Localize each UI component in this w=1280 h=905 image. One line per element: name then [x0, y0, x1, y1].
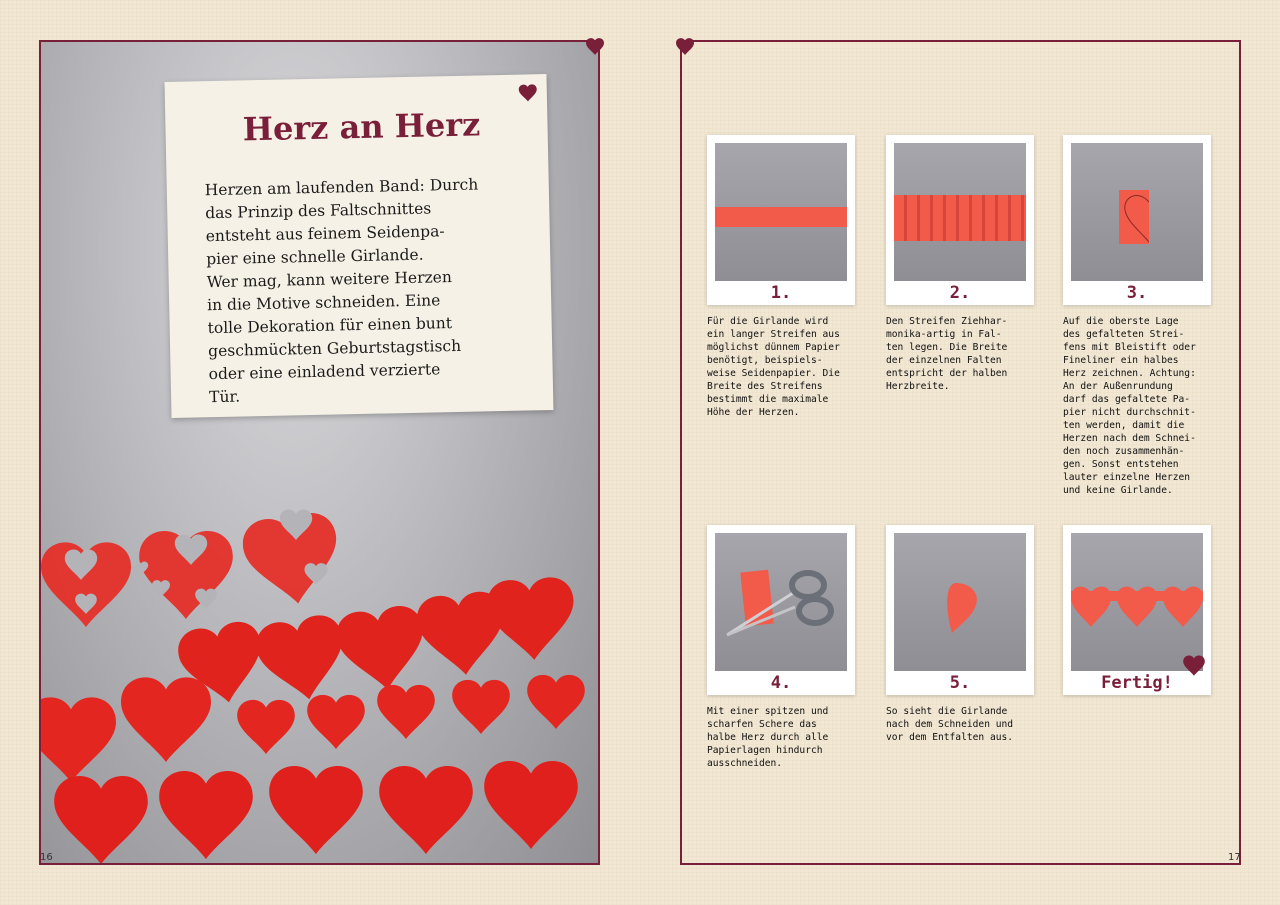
intro-text: Herzen am laufenden Band: Durch das Prinzip des Faltschnittes entsteht aus feinem Seidenpa- pier eine schnelle Girlande. Wer mag, kann weitere Herzen in die Motive schneiden. Eine tolle Dekoration für einen bunt geschmückten Geburtstagstisch oder eine einladend verzierte Tür. [204, 175, 479, 407]
step-2 [886, 135, 1034, 393]
step-5 [886, 525, 1034, 744]
step-number: 5. [949, 673, 971, 693]
step-photo [886, 525, 1034, 695]
step-text: Mit einer spitzen und scharfen Schere das halbe Herz durch alle Papierlagen hindurch ausschneiden. [707, 706, 829, 769]
step-number: 3. [1126, 283, 1148, 303]
drawn-half-heart-image [1071, 143, 1203, 281]
heart-icon [584, 36, 606, 56]
step-number: Fertig! [1101, 673, 1173, 693]
scissors-image [715, 533, 847, 671]
step-photo [1063, 525, 1211, 695]
heart-icon [1181, 653, 1207, 677]
page-number-right: 17 [1228, 852, 1241, 863]
step-4 [707, 525, 855, 770]
cut-half-heart-image [894, 533, 1026, 671]
page-number-left: 16 [40, 852, 53, 863]
step-photo [1063, 135, 1211, 305]
step-1 [707, 135, 855, 419]
step-finished [1063, 525, 1211, 695]
finished-garland-image [1071, 533, 1203, 671]
step-number: 2. [949, 283, 971, 303]
step-photo [707, 135, 855, 305]
step-number: 4. [770, 673, 792, 693]
paper-strip-image [715, 143, 847, 281]
step-photo [886, 135, 1034, 305]
step-text: Für die Girlande wird ein langer Streifen aus möglichst dünnem Papier benötigt, beispiels- weise Seidenpapier. Die Breite des Streifens bestimmt die maximale Höhe der Herzen. [707, 316, 840, 418]
page-title: Herz an Herz [242, 105, 481, 149]
step-3 [1063, 135, 1211, 497]
step-text: So sieht die Girlande nach dem Schneiden und vor dem Entfalten aus. [886, 706, 1014, 743]
step-number: 1. [770, 283, 792, 303]
step-text: Auf die oberste Lage des gefalteten Strei- fens mit Bleistift oder Fineliner ein halbes Herz zeichnen. Achtung: An der Außenrundung darf das gefaltete Pa- pier nicht durchschnit- ten werden, damit die Herzen nach dem Schnei- den noch zusammenhän- gen. Sonst entstehen lauter einzelne Herzen und keine Girlande. [1063, 316, 1196, 496]
folded-strip-image [894, 143, 1026, 281]
heart-icon [517, 82, 539, 102]
step-text: Den Streifen Ziehhar- monika-artig in Fal- ten legen. Die Breite der einzelnen Falten entspricht der halben Herzbreite. [886, 316, 1008, 392]
intro-card [165, 74, 554, 418]
step-photo [707, 525, 855, 695]
